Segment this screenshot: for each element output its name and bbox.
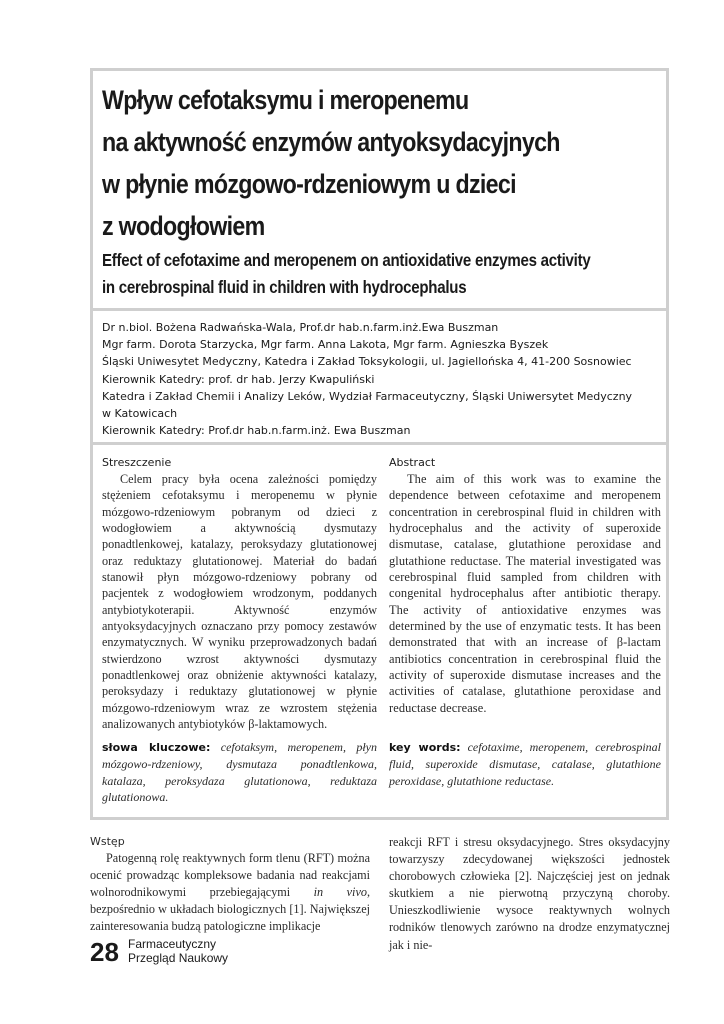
- intro-text: reakcji RFT i stresu oksydacyjnego. Stres oksydacyjny towarzyszy zdecydowanej większości jednostek chorobowych człowieka [2]. Najczęściej jest on jednak skutkiem a nie pierwotną przyczyną choroby.: [389, 835, 670, 901]
- intro-text: Patogenną rolę reaktywnych form tlenu (RFT) można ocenić prowadząc kompleksowe badania nad reakcjami wolnorodnikowymi przebiegającymi: [90, 851, 370, 900]
- authors-affiliations: [102, 319, 662, 439]
- title-polish-line: Wpływ cefotaksymu i meropenemu: [102, 85, 469, 115]
- author-line: Mgr farm. Dorota Starzycka, Mgr farm. Anna Lakota, Mgr farm. Agnieszka Byszek: [102, 338, 549, 352]
- keywords-english-label: key words:: [389, 741, 461, 754]
- author-line: Dr n.biol. Bożena Radwańska-Wala, Prof.dr hab.n.farm.inż.Ewa Buszman: [102, 321, 499, 334]
- abstract-english-heading: Abstract: [389, 456, 436, 469]
- abstract-polish-heading: Streszczenie: [102, 456, 172, 469]
- intro-heading: Wstęp: [90, 835, 125, 848]
- intro-paragraph: [90, 850, 370, 935]
- journal-name-line: Farmaceutyczny: [128, 937, 217, 951]
- affiliation-line: w Katowicach: [102, 407, 178, 421]
- title-block: [93, 71, 666, 311]
- title-polish-line: w płynie mózgowo-rdzeniowym u dzieci: [102, 169, 516, 199]
- title-polish-line: z wodogłowiem: [102, 211, 265, 241]
- journal-name: [128, 938, 228, 965]
- title-english-line: Effect of cefotaxime and meropenem on antioxidative enzymes activity: [102, 250, 591, 270]
- keywords-english-text: cefotaxime, meropenem, cerebrospinal fluid, superoxide dismutase, catalase, glutathione peroxidase, glutathione reductase.: [389, 740, 661, 788]
- affiliation-line: Śląski Uniwesytet Medyczny, Katedra i Zakład Toksykologii, ul. Jagiellońska 4, 41-200 Sosnowiec: [102, 355, 632, 369]
- intro-text: , bezpośrednio w układach biologicznych [1]. Największej zainteresowania budzą patologiczne implikacje: [90, 885, 370, 934]
- authors-block: [93, 311, 666, 445]
- affiliation-line: Katedra i Zakład Chemii i Analizy Leków, Wydział Farmaceutyczny, Śląski Uniwersytet Medyczny: [102, 389, 633, 403]
- keywords-polish: [102, 739, 377, 805]
- abstracts-block: [93, 445, 666, 817]
- keywords-english: [389, 739, 661, 789]
- title-english-line: in cerebrospinal fluid in children with hydrocephalus: [102, 277, 467, 297]
- journal-name-line: Przegląd Naukowy: [128, 950, 229, 965]
- abstract-polish: [102, 455, 377, 733]
- intro-left-column: [90, 834, 370, 935]
- title-polish: [102, 79, 661, 247]
- intro-text: Unieszkodliwienie wysoce reaktywnych wolnych rodników tlenowych zarówno na drodze enzymatycznej jak i nie-: [389, 903, 670, 952]
- title-english: [102, 247, 661, 301]
- intro-paragraph: [389, 834, 670, 954]
- title-polish-line: na aktywność enzymów antyoksydacyjnych: [102, 127, 560, 157]
- affiliation-line: Kierownik Katedry: Prof.dr hab.n.farm.inż. Ewa Buszman: [102, 424, 411, 438]
- keywords-polish-text: cefotaksym, meropenem, płyn mózgowo-rdzeniowy, dysmutaza ponadtlenkowa, katalaza, peroksydaza glutationowa, reduktaza glutationowa.: [102, 740, 377, 804]
- intro-right-column: [389, 834, 670, 954]
- article-frame: [90, 68, 669, 820]
- page-number: 28: [90, 937, 119, 967]
- affiliation-line: Kierownik Katedry: prof. dr hab. Jerzy Kwapuliński: [102, 372, 375, 386]
- keywords-polish-label: słowa kluczowe:: [102, 741, 211, 754]
- intro-italic-term: in vivo: [313, 885, 367, 900]
- abstract-polish-text: Celem pracy była ocena zależności pomiędzy stężeniem cefotaksymu i meropenemu w płynie mózgowo-rdzeniowym pobranym od dzieci z wodogłowiem a aktywnością dysmutazy ponadtlenkowej, katalazy, peroksydazy glutationowej oraz reduktazy glutationowej. Materiał do badań stanowił płyn mózgowo-rdzeniowy pobrany od pacjentek z wodogłowiem wrodzonym, poddanych antybiotykoterapii. Aktywność enzymów antyoksydacyjnych oznaczano przy pomocy zestawów enzymatycznych. W wyniku przeprowadzonych badań stwierdzono wzrost aktywności dysmutazy ponadtlenkowej oraz obniżenie aktywności katalazy, peroksydazy i reduktazy glutationowej w płynie mózgowo-rdzeniowym wraz ze wzrostem stężenia analizowanych antybiotyków β-laktamowych.: [102, 472, 377, 732]
- abstract-english: [389, 455, 661, 716]
- abstract-english-text: The aim of this work was to examine the dependence between cefotaxime and meropenem concentration in cerebrospinal fluid in children with hydrocephalus and the activity of superoxide dismutase, catalase, glutathione peroxidase and glutathione reductase. The material investigated was cerebrospinal fluid sampled from children with congenital hydrocephalus after antibiotic therapy. The activity of antioxidative enzymes was determined by the use of enzymatic tests. It has been demonstrated that with an increase of β-lactam antibiotics concentration in cerebrospinal fluid the activity of superoxide dismutase increases and the activities of catalase, glutathione peroxidase and reductase decrease.: [389, 472, 661, 715]
